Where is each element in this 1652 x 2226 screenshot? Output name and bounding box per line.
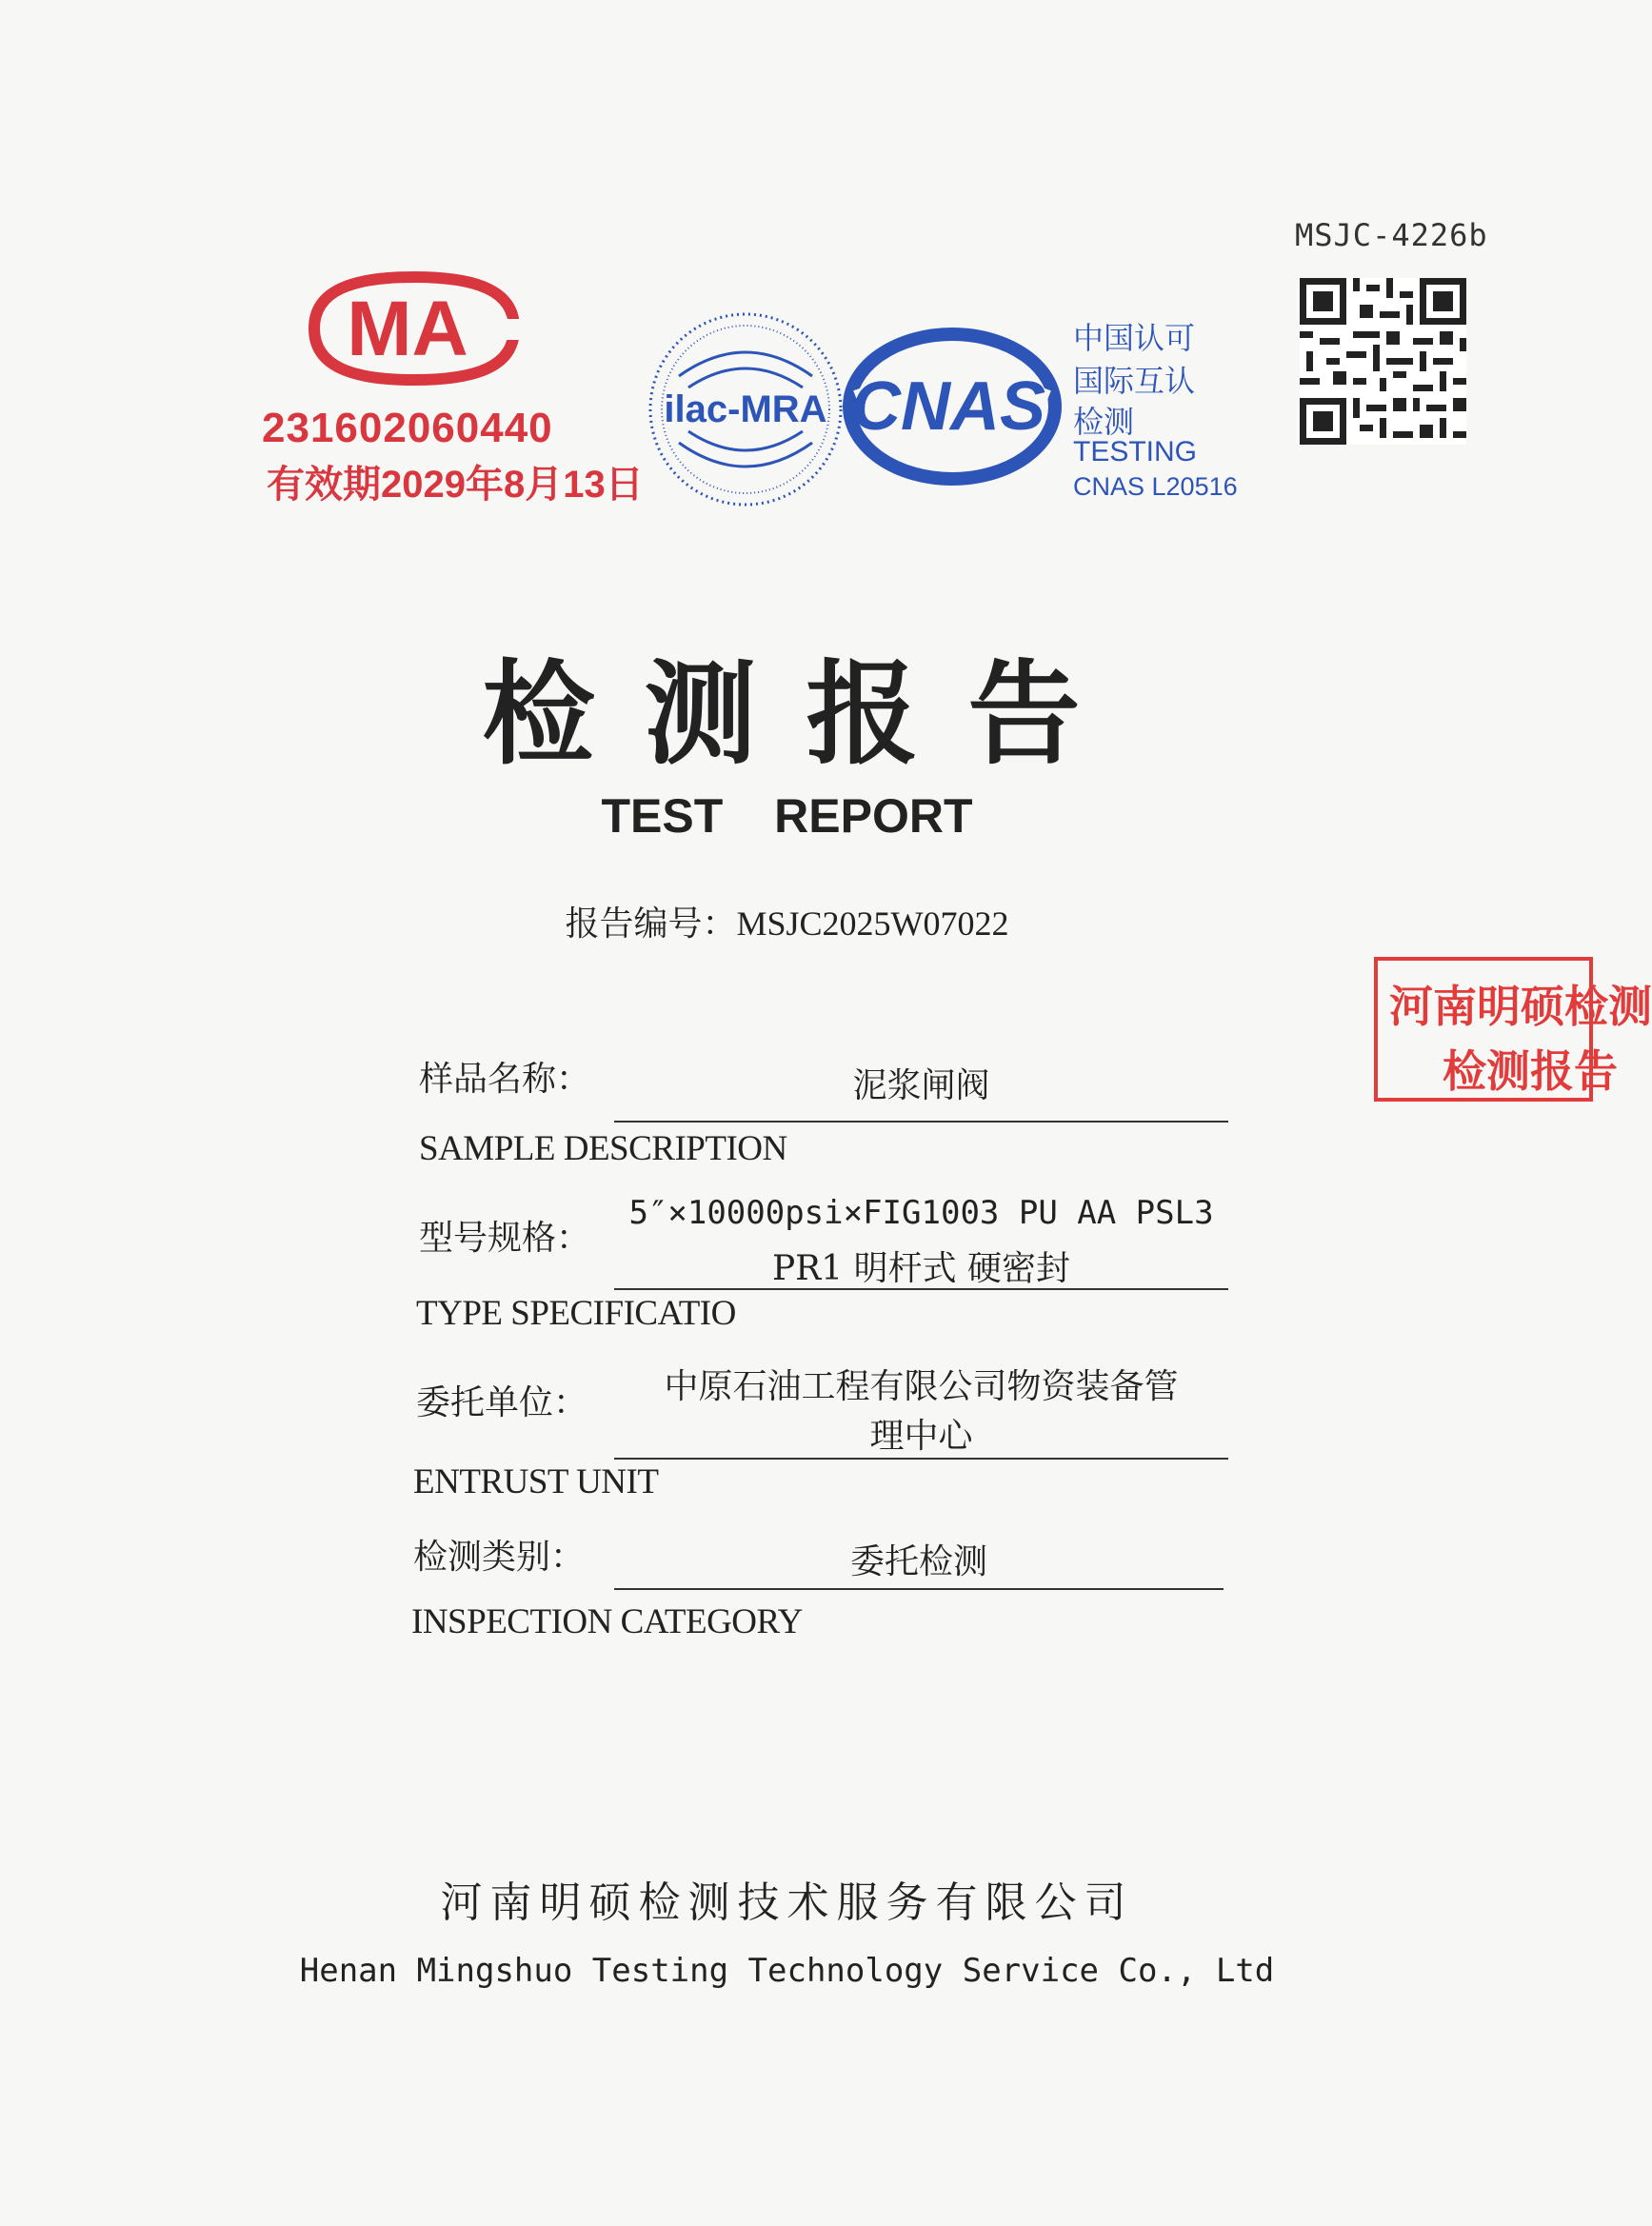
- type-value-line1: 5″×10000psi×FIG1003 PU AA PSL3: [628, 1194, 1214, 1232]
- sample-label-cn: 样品名称：: [419, 1060, 591, 1099]
- entrust-value-line1: 中原石油工程有限公司物资装备管: [664, 1367, 1179, 1406]
- sample-underline: [614, 1121, 1228, 1123]
- sample-value: 泥浆闸阀: [852, 1066, 990, 1105]
- qr-code-icon: [1300, 278, 1466, 445]
- cnas-code: CNAS L20516: [1073, 472, 1238, 501]
- page-title-cn: 检测报告: [482, 648, 1130, 780]
- cnas-logo-icon: [846, 328, 1084, 486]
- cma-logo-text: MA: [347, 286, 468, 372]
- type-label-cn: 型号规格：: [419, 1219, 591, 1258]
- company-name-en: Henan Mingshuo Testing Technology Service Co., Ltd: [299, 1952, 1275, 1990]
- entrust-underline: [614, 1458, 1228, 1460]
- cma-number: 231602060440: [262, 405, 553, 451]
- cnas-line-1: 中国认可: [1073, 321, 1196, 355]
- category-underline: [614, 1588, 1224, 1590]
- category-value: 委托检测: [849, 1542, 987, 1581]
- sample-label-en: SAMPLE DESCRIPTION: [419, 1129, 787, 1168]
- stamp-line-1: 河南明硕检测: [1389, 981, 1652, 1032]
- ilac-logo-text: ilac-MRA: [664, 388, 827, 430]
- cma-valid-date: 有效期2029年8月13日: [267, 464, 644, 506]
- company-stamp: [1374, 957, 1652, 1102]
- type-underline: [614, 1288, 1228, 1290]
- type-value-line2: PR1 明杆式 硬密封: [771, 1249, 1071, 1288]
- cnas-line-3: 检测: [1073, 405, 1135, 439]
- category-label-cn: 检测类别：: [413, 1538, 586, 1577]
- entrust-label-cn: 委托单位：: [416, 1383, 588, 1422]
- entrust-label-en: ENTRUST UNIT: [413, 1462, 659, 1501]
- report-number: 报告编号：MSJC2025W07022: [565, 904, 1009, 943]
- cnas-line-2: 国际互认: [1073, 364, 1196, 398]
- cnas-logo-text: CNAS: [850, 368, 1046, 445]
- company-name-cn: 河南明硕检测技术服务有限公司: [440, 1878, 1134, 1927]
- document-code: MSJC-4226b: [1295, 217, 1488, 253]
- cnas-testing-label: TESTING: [1073, 436, 1198, 467]
- type-label-en: TYPE SPECIFICATIO: [416, 1294, 736, 1333]
- page-title-en: TEST REPORT: [601, 789, 973, 843]
- category-label-en: INSPECTION CATEGORY: [411, 1602, 803, 1641]
- stamp-line-2: 检测报告: [1443, 1045, 1618, 1097]
- cma-logo-icon: [286, 271, 543, 386]
- ilac-mra-logo-icon: [646, 309, 846, 509]
- entrust-value-line2: 理中心: [869, 1417, 973, 1456]
